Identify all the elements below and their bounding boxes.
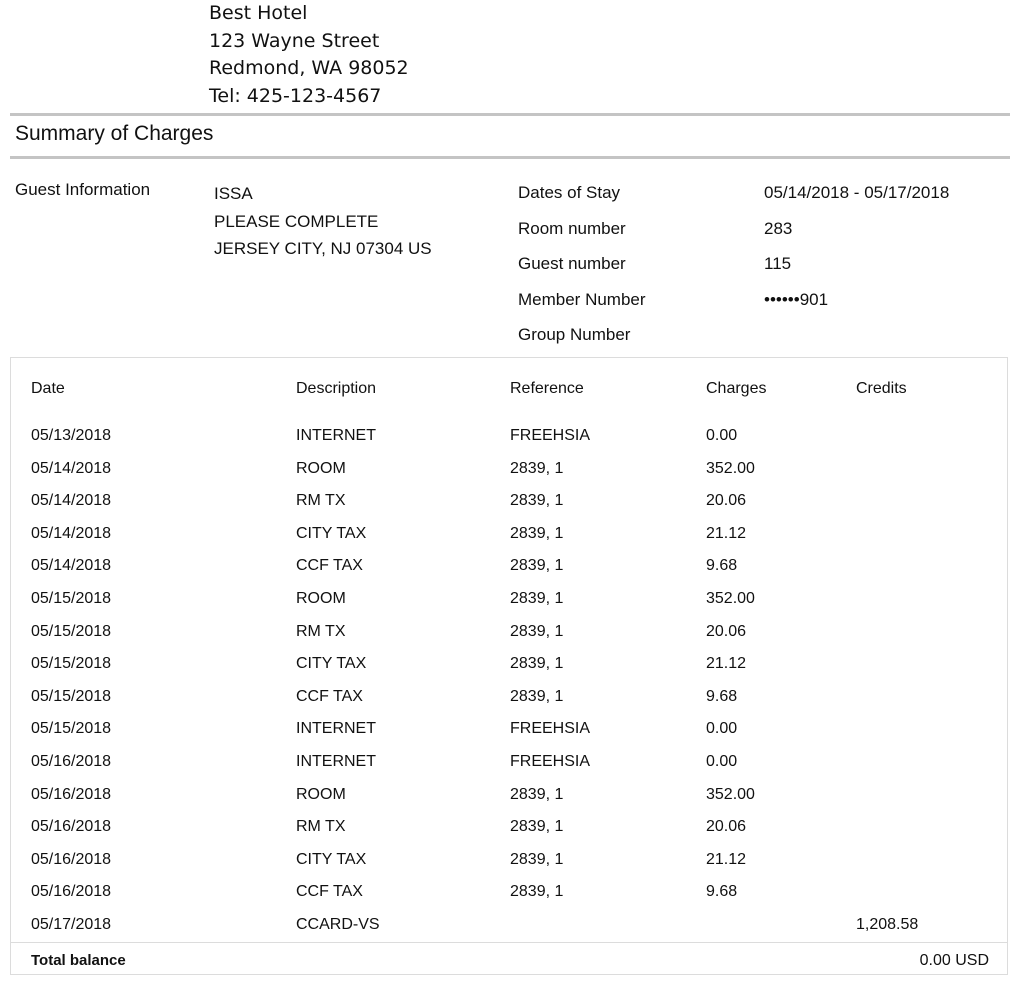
stay-detail-value: ••••••901 bbox=[764, 289, 829, 309]
cell-reference: 2839, 1 bbox=[510, 655, 564, 673]
cell-date: 05/15/2018 bbox=[31, 590, 112, 607]
cell-date: 05/15/2018 bbox=[31, 622, 112, 640]
cell-charges: 0.00 bbox=[706, 427, 738, 444]
column-header-description: Description bbox=[296, 380, 377, 397]
cell-reference: 2839, 1 bbox=[510, 785, 564, 803]
cell-date: 05/15/2018 bbox=[31, 655, 112, 673]
hotel-phone: Tel: 425-123-4567 bbox=[209, 84, 382, 107]
cell-description: INTERNET bbox=[296, 720, 376, 738]
top-divider bbox=[10, 113, 1010, 116]
column-header-charges: Charges bbox=[706, 380, 767, 397]
cell-date: 05/16/2018 bbox=[31, 818, 112, 836]
cell-charges: 9.68 bbox=[706, 557, 738, 575]
cell-date: 05/15/2018 bbox=[31, 720, 112, 738]
cell-description: ROOM bbox=[296, 785, 346, 803]
cell-date: 05/16/2018 bbox=[31, 785, 112, 803]
cell-charges: 21.12 bbox=[706, 655, 747, 673]
cell-reference: 2839, 1 bbox=[510, 883, 564, 901]
cell-reference: 2839, 1 bbox=[510, 622, 564, 640]
cell-reference: 2839, 1 bbox=[510, 818, 564, 836]
cell-date: 05/14/2018 bbox=[31, 492, 112, 510]
hotel-street: 123 Wayne Street bbox=[209, 29, 380, 52]
cell-description: CCARD-VS bbox=[296, 916, 380, 933]
cell-charges: 9.68 bbox=[706, 687, 738, 705]
cell-description: INTERNET bbox=[296, 427, 376, 444]
hotel-city-state-zip: Redmond, WA 98052 bbox=[209, 57, 409, 79]
cell-charges: 352.00 bbox=[706, 785, 755, 803]
cell-reference: 2839, 1 bbox=[510, 524, 564, 542]
cell-reference: 2839, 1 bbox=[510, 492, 564, 510]
cell-date: 05/16/2018 bbox=[31, 883, 112, 901]
cell-charges: 21.12 bbox=[706, 850, 747, 868]
guest-information-lines bbox=[214, 180, 432, 263]
cell-charges: 9.68 bbox=[706, 883, 738, 901]
cell-description: CITY TAX bbox=[296, 850, 367, 868]
cell-description: CCF TAX bbox=[296, 883, 363, 901]
cell-description: RM TX bbox=[296, 818, 346, 836]
cell-date: 05/17/2018 bbox=[31, 916, 112, 933]
hotel-address-block bbox=[209, 0, 409, 110]
total-balance-label: Total balance bbox=[31, 952, 126, 969]
cell-description: ROOM bbox=[296, 459, 346, 477]
cell-charges: 352.00 bbox=[706, 590, 755, 607]
cell-reference: 2839, 1 bbox=[510, 590, 564, 607]
stay-detail-label: Room number bbox=[518, 218, 626, 238]
cell-charges: 352.00 bbox=[706, 459, 755, 477]
charges-table bbox=[10, 357, 1008, 975]
page-title: Summary of Charges bbox=[15, 122, 214, 145]
title-divider bbox=[10, 156, 1010, 159]
cell-description: CITY TAX bbox=[296, 524, 367, 542]
cell-description: RM TX bbox=[296, 492, 346, 510]
stay-detail-label: Member Number bbox=[518, 289, 646, 309]
total-divider bbox=[11, 942, 1007, 943]
cell-charges: 0.00 bbox=[706, 753, 738, 770]
stay-detail-label: Group Number bbox=[518, 325, 631, 344]
cell-description: ROOM bbox=[296, 590, 346, 607]
column-header-credits: Credits bbox=[856, 380, 907, 397]
cell-date: 05/14/2018 bbox=[31, 524, 112, 542]
cell-reference: FREEHSIA bbox=[510, 720, 591, 738]
cell-reference: FREEHSIA bbox=[510, 753, 591, 770]
stay-detail-value: 05/14/2018 - 05/17/2018 bbox=[764, 183, 950, 202]
cell-charges: 21.12 bbox=[706, 524, 747, 542]
cell-reference: 2839, 1 bbox=[510, 687, 564, 705]
cell-description: CCF TAX bbox=[296, 687, 363, 705]
hotel-name: Best Hotel bbox=[209, 2, 308, 24]
guest-city-line: JERSEY CITY, NJ 07304 US bbox=[214, 239, 432, 258]
cell-charges: 20.06 bbox=[706, 492, 747, 510]
cell-date: 05/15/2018 bbox=[31, 687, 112, 705]
guest-name: ISSA bbox=[214, 184, 253, 203]
cell-credits: 1,208.58 bbox=[856, 916, 919, 933]
stay-detail-value: 115 bbox=[764, 254, 792, 273]
column-header-date: Date bbox=[31, 380, 65, 397]
cell-reference: 2839, 1 bbox=[510, 850, 564, 868]
stay-detail-label: Guest number bbox=[518, 254, 626, 273]
cell-description: INTERNET bbox=[296, 753, 376, 770]
cell-description: RM TX bbox=[296, 622, 346, 640]
cell-charges: 20.06 bbox=[706, 818, 747, 836]
cell-date: 05/16/2018 bbox=[31, 753, 112, 770]
guest-information-label: Guest Information bbox=[15, 180, 151, 199]
cell-charges: 20.06 bbox=[706, 622, 747, 640]
cell-date: 05/16/2018 bbox=[31, 850, 112, 868]
cell-date: 05/13/2018 bbox=[31, 427, 112, 444]
total-balance-value: 0.00 USD bbox=[919, 952, 989, 969]
cell-reference: 2839, 1 bbox=[510, 557, 564, 575]
cell-description: CITY TAX bbox=[296, 655, 367, 673]
column-header-reference: Reference bbox=[510, 380, 584, 397]
cell-charges: 0.00 bbox=[706, 720, 738, 738]
cell-reference: 2839, 1 bbox=[510, 459, 564, 477]
cell-date: 05/14/2018 bbox=[31, 459, 112, 477]
cell-description: CCF TAX bbox=[296, 557, 363, 575]
stay-detail-label: Dates of Stay bbox=[518, 183, 621, 202]
cell-reference: FREEHSIA bbox=[510, 427, 591, 444]
stay-detail-value: 283 bbox=[764, 218, 793, 238]
guest-address-line: PLEASE COMPLETE bbox=[214, 211, 379, 231]
cell-date: 05/14/2018 bbox=[31, 557, 112, 575]
